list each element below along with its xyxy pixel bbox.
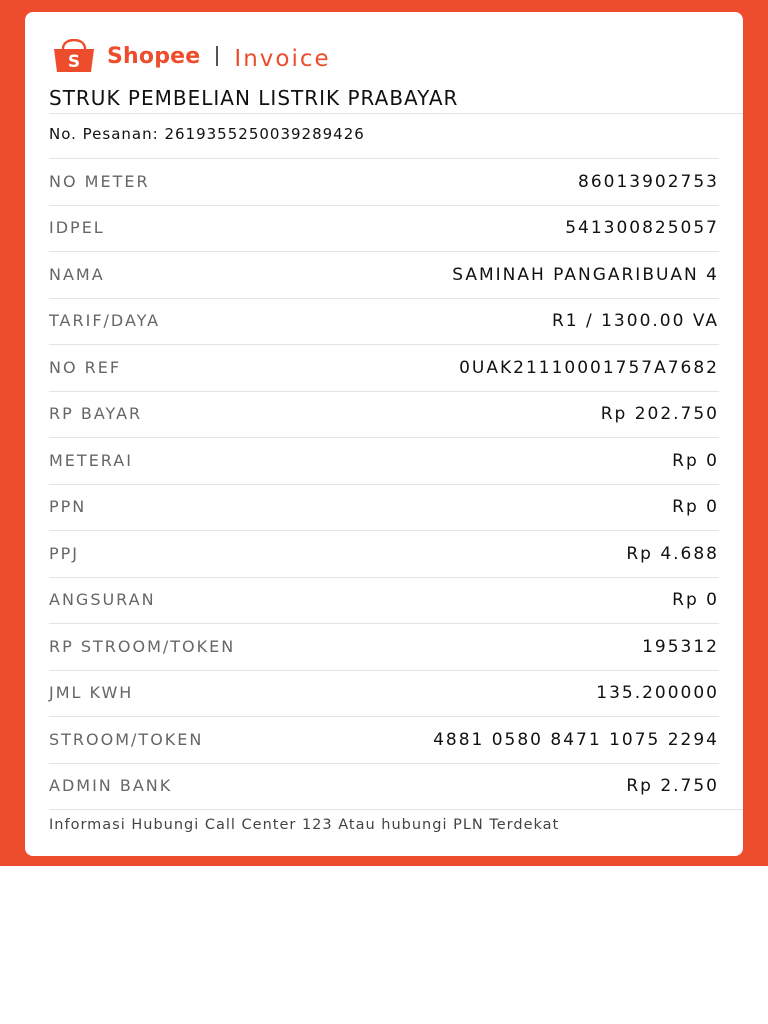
header-separator xyxy=(216,46,218,66)
detail-row-rp-stroom-token xyxy=(49,623,719,670)
detail-row-ppj xyxy=(49,530,719,577)
row-label: PPJ xyxy=(49,543,80,563)
row-value: Rp 202.750 xyxy=(600,404,719,425)
order-number-value: 2619355250039289426 xyxy=(164,125,365,143)
divider xyxy=(49,113,743,114)
detail-row-stroom-token xyxy=(49,716,719,763)
row-label: RP BAYAR xyxy=(49,404,143,424)
detail-row-admin-bank xyxy=(49,763,719,810)
row-value: Rp 0 xyxy=(672,590,719,611)
shopee-bag-icon xyxy=(49,39,99,73)
row-label: IDPEL xyxy=(49,218,105,238)
row-value: 86013902753 xyxy=(578,171,719,192)
detail-row-angsuran xyxy=(49,577,719,624)
order-number-label: No. Pesanan: xyxy=(49,125,159,143)
detail-row-rp-bayar xyxy=(49,391,719,438)
row-value: 0UAK21110001757A7682 xyxy=(459,357,719,378)
row-value: R1 / 1300.00 VA xyxy=(551,311,719,332)
detail-row-idpel xyxy=(49,205,719,252)
row-value: Rp 4.688 xyxy=(626,543,719,564)
row-value: 135.200000 xyxy=(596,683,719,704)
row-label: NO METER xyxy=(49,171,150,191)
row-label: ANGSURAN xyxy=(49,590,156,610)
detail-row-jml-kwh xyxy=(49,670,719,717)
invoice-header xyxy=(49,36,331,76)
divider xyxy=(49,809,743,810)
invoice-title: Invoice xyxy=(234,46,331,72)
row-value[interactable]: 4881 0580 8471 1075 2294 xyxy=(433,729,719,750)
row-label: RP STROOM/TOKEN xyxy=(49,636,236,656)
svg-text:S: S xyxy=(67,52,81,72)
detail-row-ppn xyxy=(49,484,719,531)
row-label: PPN xyxy=(49,497,87,517)
order-number-line xyxy=(49,125,365,143)
row-value: 541300825057 xyxy=(565,218,719,239)
detail-row-nama xyxy=(49,251,719,298)
row-label: STROOM/TOKEN xyxy=(49,729,204,749)
row-value: Rp 0 xyxy=(672,450,719,471)
row-label: METERAI xyxy=(49,450,133,470)
detail-row-no-ref xyxy=(49,344,719,391)
row-label: ADMIN BANK xyxy=(49,776,173,796)
row-value: 195312 xyxy=(642,636,719,657)
receipt-title: STRUK PEMBELIAN LISTRIK PRABAYAR xyxy=(49,86,459,110)
row-label: JML KWH xyxy=(49,683,134,703)
brand-name: Shopee xyxy=(107,43,201,69)
row-value: Rp 0 xyxy=(672,497,719,518)
detail-row-no-meter xyxy=(49,158,719,205)
row-label: NAMA xyxy=(49,264,105,284)
footer-info: Informasi Hubungi Call Center 123 Atau hubungi PLN Terdekat xyxy=(49,817,560,833)
row-value: SAMINAH PANGARIBUAN 4 xyxy=(452,264,719,285)
detail-row-tarif-daya xyxy=(49,298,719,345)
receipt-details xyxy=(49,158,719,809)
invoice-card xyxy=(25,12,743,856)
row-label: TARIF/DAYA xyxy=(49,311,161,331)
detail-row-meterai xyxy=(49,437,719,484)
row-label: NO REF xyxy=(49,357,122,377)
row-value: Rp 2.750 xyxy=(626,776,719,797)
